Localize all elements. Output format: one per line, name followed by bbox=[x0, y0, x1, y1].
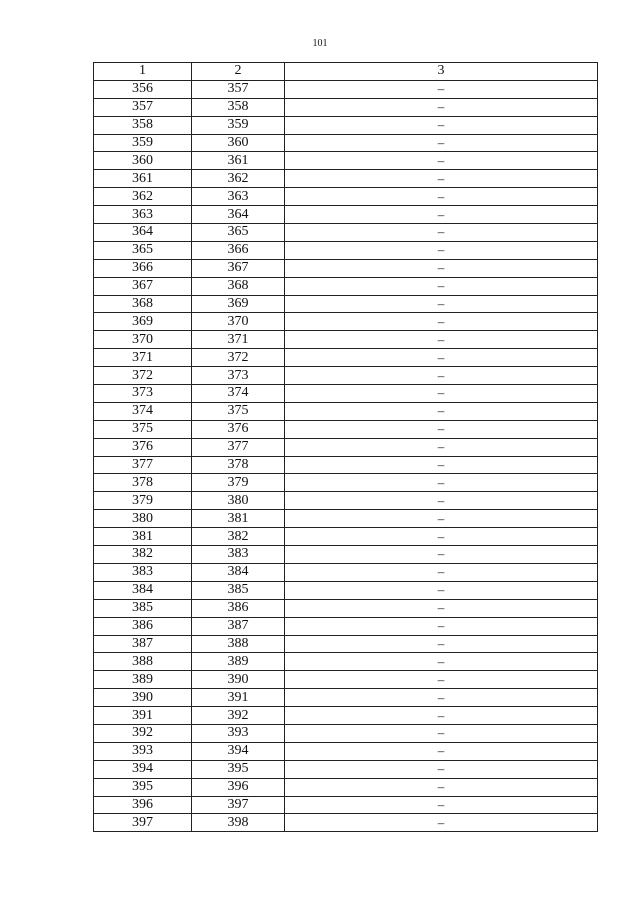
table-cell-col-3: – bbox=[285, 510, 598, 528]
table-cell-col-1: 381 bbox=[94, 528, 192, 546]
table-row bbox=[94, 438, 598, 456]
table-cell-col-1: 372 bbox=[94, 367, 192, 385]
table-cell-col-3: – bbox=[285, 546, 598, 564]
table-cell-col-1: 360 bbox=[94, 152, 192, 170]
table-row bbox=[94, 742, 598, 760]
table-row bbox=[94, 689, 598, 707]
table-cell-col-3: – bbox=[285, 563, 598, 581]
data-table bbox=[93, 62, 598, 832]
table-cell-col-2: 366 bbox=[192, 241, 285, 259]
table-cell-col-2: 377 bbox=[192, 438, 285, 456]
table-cell-col-1: 382 bbox=[94, 546, 192, 564]
table-row bbox=[94, 546, 598, 564]
table-cell-col-1: 377 bbox=[94, 456, 192, 474]
table-row bbox=[94, 259, 598, 277]
table-cell-col-2: 360 bbox=[192, 134, 285, 152]
table-cell-col-2: 391 bbox=[192, 689, 285, 707]
table-row bbox=[94, 474, 598, 492]
table-row bbox=[94, 188, 598, 206]
table-cell-col-3: – bbox=[285, 331, 598, 349]
table-cell-col-1: 380 bbox=[94, 510, 192, 528]
table-cell-col-3: – bbox=[285, 438, 598, 456]
table-row bbox=[94, 492, 598, 510]
table-cell-col-2: 362 bbox=[192, 170, 285, 188]
table-cell-col-1: 376 bbox=[94, 438, 192, 456]
table-row bbox=[94, 349, 598, 367]
table-row bbox=[94, 170, 598, 188]
table-cell-col-1: 356 bbox=[94, 80, 192, 98]
table-cell-col-3: – bbox=[285, 152, 598, 170]
table-cell-col-3: – bbox=[285, 420, 598, 438]
table-cell-col-3: – bbox=[285, 671, 598, 689]
table-cell-col-2: 393 bbox=[192, 724, 285, 742]
table-cell-col-1: 378 bbox=[94, 474, 192, 492]
table-cell-col-3: – bbox=[285, 581, 598, 599]
table-cell-col-2: 369 bbox=[192, 295, 285, 313]
table-row bbox=[94, 724, 598, 742]
table-row bbox=[94, 617, 598, 635]
table-cell-col-1: 375 bbox=[94, 420, 192, 438]
column-header-1: 1 bbox=[94, 63, 192, 81]
table-cell-col-1: 394 bbox=[94, 760, 192, 778]
column-header-3: 3 bbox=[285, 63, 598, 81]
table-cell-col-3: – bbox=[285, 241, 598, 259]
table-cell-col-1: 383 bbox=[94, 563, 192, 581]
table-cell-col-1: 368 bbox=[94, 295, 192, 313]
table-cell-col-1: 379 bbox=[94, 492, 192, 510]
table-cell-col-2: 378 bbox=[192, 456, 285, 474]
table-cell-col-3: – bbox=[285, 742, 598, 760]
table-cell-col-3: – bbox=[285, 617, 598, 635]
table-cell-col-3: – bbox=[285, 385, 598, 403]
table-cell-col-1: 392 bbox=[94, 724, 192, 742]
table-body bbox=[94, 80, 598, 831]
table-cell-col-2: 368 bbox=[192, 277, 285, 295]
table-row bbox=[94, 224, 598, 242]
table-cell-col-3: – bbox=[285, 778, 598, 796]
table-cell-col-2: 359 bbox=[192, 116, 285, 134]
table-cell-col-3: – bbox=[285, 599, 598, 617]
table-cell-col-3: – bbox=[285, 760, 598, 778]
table-cell-col-3: – bbox=[285, 295, 598, 313]
table-cell-col-1: 358 bbox=[94, 116, 192, 134]
table-cell-col-1: 363 bbox=[94, 206, 192, 224]
table-cell-col-2: 395 bbox=[192, 760, 285, 778]
table-row bbox=[94, 295, 598, 313]
table-cell-col-2: 390 bbox=[192, 671, 285, 689]
table-cell-col-2: 379 bbox=[192, 474, 285, 492]
table-row bbox=[94, 760, 598, 778]
table-cell-col-3: – bbox=[285, 796, 598, 814]
table-cell-col-2: 396 bbox=[192, 778, 285, 796]
table-cell-col-3: – bbox=[285, 724, 598, 742]
table-row bbox=[94, 671, 598, 689]
table-cell-col-1: 366 bbox=[94, 259, 192, 277]
table-cell-col-1: 384 bbox=[94, 581, 192, 599]
table-cell-col-2: 372 bbox=[192, 349, 285, 367]
page-number: 101 bbox=[312, 38, 328, 49]
table-cell-col-2: 383 bbox=[192, 546, 285, 564]
table-cell-col-2: 398 bbox=[192, 814, 285, 832]
table-row bbox=[94, 98, 598, 116]
table-cell-col-1: 390 bbox=[94, 689, 192, 707]
table-cell-col-2: 357 bbox=[192, 80, 285, 98]
table-cell-col-1: 387 bbox=[94, 635, 192, 653]
table-cell-col-3: – bbox=[285, 224, 598, 242]
table-cell-col-2: 363 bbox=[192, 188, 285, 206]
table-cell-col-3: – bbox=[285, 474, 598, 492]
table-row bbox=[94, 707, 598, 725]
table-cell-col-2: 375 bbox=[192, 402, 285, 420]
table-cell-col-3: – bbox=[285, 206, 598, 224]
table-cell-col-1: 389 bbox=[94, 671, 192, 689]
table-cell-col-1: 371 bbox=[94, 349, 192, 367]
table-cell-col-3: – bbox=[285, 313, 598, 331]
table-cell-col-2: 389 bbox=[192, 653, 285, 671]
table-row bbox=[94, 331, 598, 349]
table-row bbox=[94, 635, 598, 653]
table-cell-col-1: 386 bbox=[94, 617, 192, 635]
table-row bbox=[94, 367, 598, 385]
table-cell-col-3: – bbox=[285, 277, 598, 295]
table-row bbox=[94, 402, 598, 420]
table-cell-col-2: 370 bbox=[192, 313, 285, 331]
table-cell-col-2: 380 bbox=[192, 492, 285, 510]
table-row bbox=[94, 313, 598, 331]
table-cell-col-3: – bbox=[285, 653, 598, 671]
table-cell-col-1: 385 bbox=[94, 599, 192, 617]
table-cell-col-3: – bbox=[285, 492, 598, 510]
table-cell-col-3: – bbox=[285, 635, 598, 653]
table-row bbox=[94, 385, 598, 403]
table-cell-col-1: 373 bbox=[94, 385, 192, 403]
table-cell-col-2: 367 bbox=[192, 259, 285, 277]
table-row bbox=[94, 241, 598, 259]
table-row bbox=[94, 80, 598, 98]
table-row bbox=[94, 510, 598, 528]
table-cell-col-1: 365 bbox=[94, 241, 192, 259]
table-cell-col-1: 369 bbox=[94, 313, 192, 331]
table-cell-col-3: – bbox=[285, 814, 598, 832]
table-cell-col-3: – bbox=[285, 528, 598, 546]
table-cell-col-1: 391 bbox=[94, 707, 192, 725]
table-cell-col-2: 374 bbox=[192, 385, 285, 403]
table-cell-col-3: – bbox=[285, 689, 598, 707]
table-cell-col-2: 376 bbox=[192, 420, 285, 438]
table-cell-col-1: 397 bbox=[94, 814, 192, 832]
table-row bbox=[94, 134, 598, 152]
table-cell-col-2: 361 bbox=[192, 152, 285, 170]
table-cell-col-1: 357 bbox=[94, 98, 192, 116]
table-cell-col-2: 371 bbox=[192, 331, 285, 349]
table-row bbox=[94, 116, 598, 134]
table-row bbox=[94, 528, 598, 546]
table-cell-col-3: – bbox=[285, 456, 598, 474]
table-row bbox=[94, 563, 598, 581]
table-cell-col-2: 394 bbox=[192, 742, 285, 760]
table-header-row bbox=[94, 63, 598, 81]
table-cell-col-2: 358 bbox=[192, 98, 285, 116]
table-cell-col-2: 382 bbox=[192, 528, 285, 546]
table-cell-col-2: 365 bbox=[192, 224, 285, 242]
table-row bbox=[94, 778, 598, 796]
table-cell-col-2: 392 bbox=[192, 707, 285, 725]
table-cell-col-1: 367 bbox=[94, 277, 192, 295]
column-header-2: 2 bbox=[192, 63, 285, 81]
table-cell-col-1: 395 bbox=[94, 778, 192, 796]
table-cell-col-1: 359 bbox=[94, 134, 192, 152]
table-cell-col-1: 388 bbox=[94, 653, 192, 671]
table-cell-col-3: – bbox=[285, 80, 598, 98]
table-cell-col-3: – bbox=[285, 116, 598, 134]
table-cell-col-2: 384 bbox=[192, 563, 285, 581]
table-cell-col-1: 364 bbox=[94, 224, 192, 242]
table-row bbox=[94, 581, 598, 599]
table-cell-col-1: 370 bbox=[94, 331, 192, 349]
table-cell-col-3: – bbox=[285, 259, 598, 277]
table-row bbox=[94, 206, 598, 224]
table-cell-col-2: 385 bbox=[192, 581, 285, 599]
table-cell-col-1: 361 bbox=[94, 170, 192, 188]
table-cell-col-3: – bbox=[285, 707, 598, 725]
table-cell-col-1: 374 bbox=[94, 402, 192, 420]
table-cell-col-3: – bbox=[285, 188, 598, 206]
table-cell-col-3: – bbox=[285, 367, 598, 385]
table-row bbox=[94, 599, 598, 617]
table-row bbox=[94, 277, 598, 295]
table-row bbox=[94, 796, 598, 814]
table-row bbox=[94, 420, 598, 438]
table-cell-col-1: 362 bbox=[94, 188, 192, 206]
table-cell-col-2: 381 bbox=[192, 510, 285, 528]
table-cell-col-2: 388 bbox=[192, 635, 285, 653]
table-cell-col-2: 373 bbox=[192, 367, 285, 385]
table-cell-col-3: – bbox=[285, 98, 598, 116]
table-cell-col-2: 397 bbox=[192, 796, 285, 814]
table-cell-col-3: – bbox=[285, 170, 598, 188]
table-row bbox=[94, 814, 598, 832]
table-cell-col-2: 386 bbox=[192, 599, 285, 617]
table-cell-col-1: 393 bbox=[94, 742, 192, 760]
table-row bbox=[94, 653, 598, 671]
table-cell-col-3: – bbox=[285, 349, 598, 367]
table-cell-col-2: 364 bbox=[192, 206, 285, 224]
table-cell-col-3: – bbox=[285, 402, 598, 420]
table-cell-col-2: 387 bbox=[192, 617, 285, 635]
table-row bbox=[94, 456, 598, 474]
table-cell-col-1: 396 bbox=[94, 796, 192, 814]
table-cell-col-3: – bbox=[285, 134, 598, 152]
table-row bbox=[94, 152, 598, 170]
